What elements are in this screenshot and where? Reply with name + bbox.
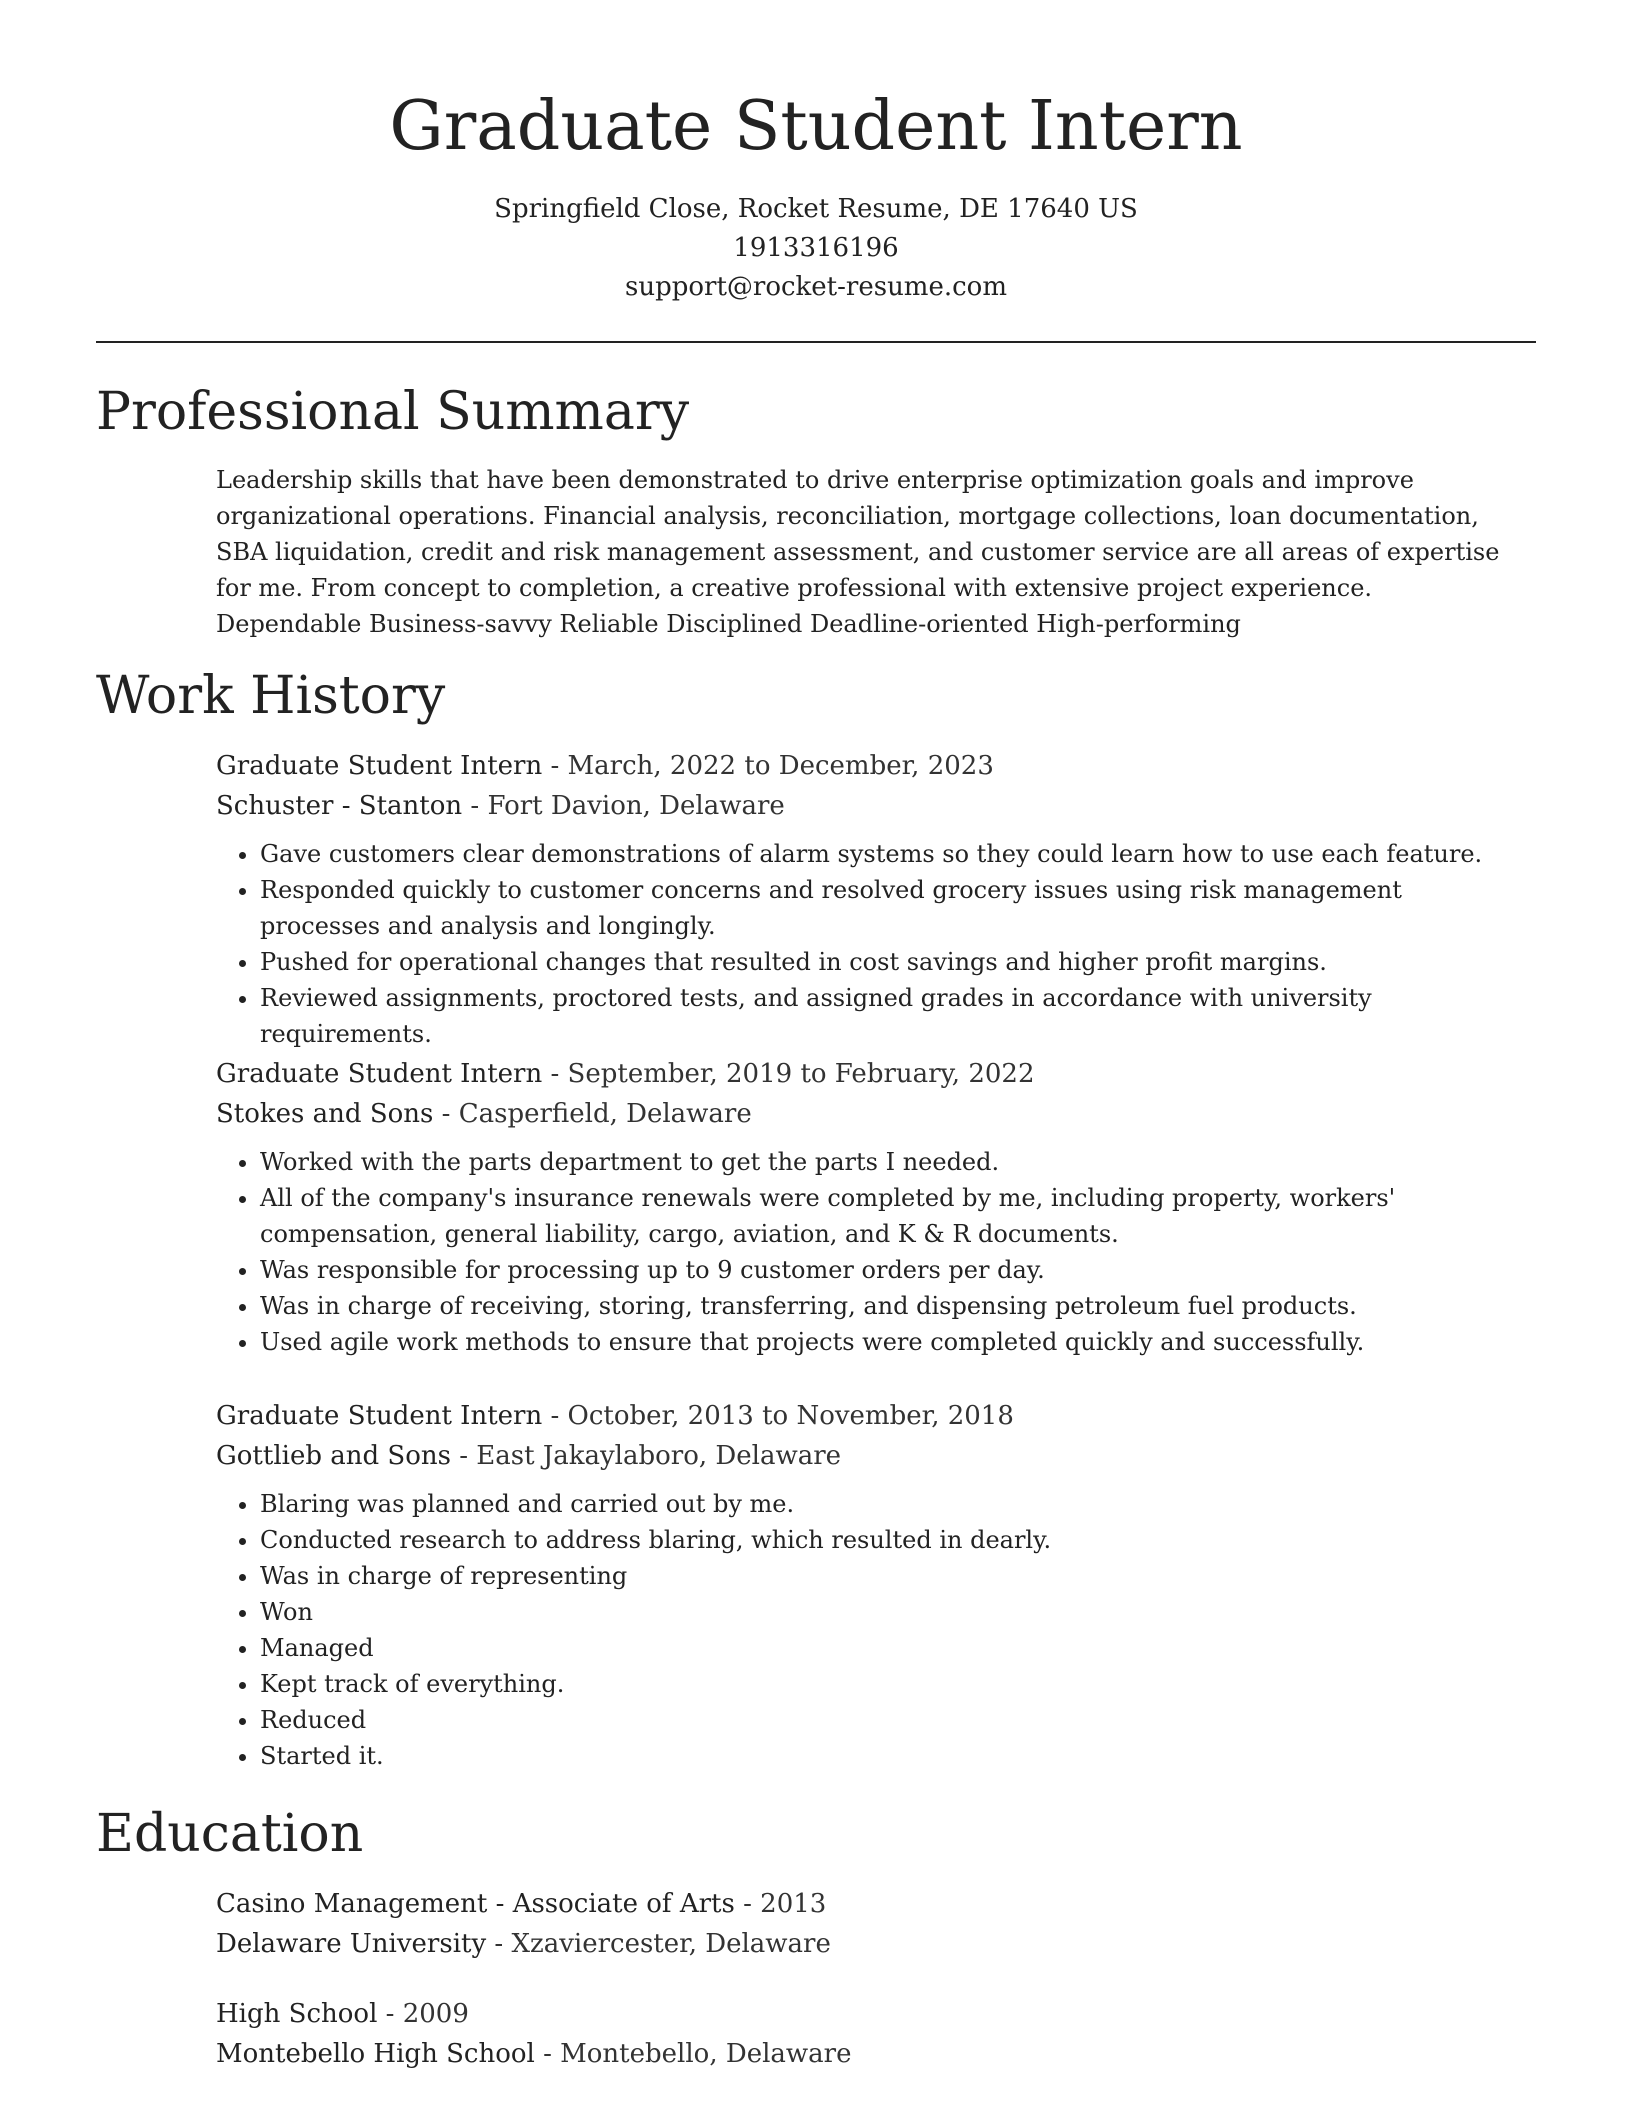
list-item: • Was responsible for processing up to 9 customer orders per day. [260, 1252, 1516, 1288]
education-field: Casino Management [216, 1889, 488, 1919]
job-title: Graduate Student Intern [216, 1401, 543, 1431]
job-entry [216, 1396, 1516, 1774]
separator: - [734, 1889, 761, 1919]
separator: - [542, 1059, 568, 1089]
list-item: • Gave customers clear demonstrations of alarm systems so they could learn how to use each feature. [260, 836, 1516, 872]
job-dates: September, 2019 to February, 2022 [567, 1059, 1035, 1089]
job-company: Schuster - Stanton [216, 791, 463, 821]
list-item: • Was in charge of representing [260, 1558, 1516, 1594]
resume-header [0, 0, 1632, 307]
list-item: • Worked with the parts department to get the parts I needed. [260, 1144, 1516, 1180]
list-item: • Was in charge of receiving, storing, transferring, and dispensing petroleum fuel products. [260, 1288, 1516, 1324]
separator: - [486, 1929, 512, 1959]
education-entry [216, 1994, 1516, 2074]
job-bullets [216, 836, 1516, 1052]
job-company-line [216, 1094, 1516, 1134]
school-line [216, 1924, 1516, 1964]
education-year: 2013 [760, 1889, 827, 1919]
school-location: Xzaviercester, Delaware [511, 1929, 831, 1959]
list-item: • Conducted research to address blaring, which resulted in dearly. [260, 1522, 1516, 1558]
job-dates: March, 2022 to December, 2023 [567, 751, 994, 781]
job-location: Casperfield, Delaware [458, 1099, 752, 1129]
list-item: • Reduced [260, 1702, 1516, 1738]
school-location: Montebello, Delaware [560, 2039, 852, 2069]
education-field: High School [216, 1999, 378, 2029]
job-entry [216, 1054, 1516, 1360]
job-company-line [216, 786, 1516, 826]
separator: - [377, 1999, 403, 2029]
job-title: Graduate Student Intern [216, 1059, 543, 1089]
job-bullets [216, 1486, 1516, 1774]
list-item: • Used agile work methods to ensure that projects were completed quickly and successfully. [260, 1324, 1516, 1360]
job-company: Gottlieb and Sons [216, 1441, 451, 1471]
work-history-heading: Work History [96, 666, 446, 726]
separator: - [542, 751, 568, 781]
job-title-line [216, 746, 1516, 786]
school-name: Delaware University [216, 1929, 487, 1959]
separator: - [534, 2039, 561, 2069]
separator: - [433, 1099, 459, 1129]
candidate-name: Graduate Student Intern [389, 87, 1243, 166]
job-title-line [216, 1396, 1516, 1436]
job-company-line [216, 1436, 1516, 1476]
separator: - [462, 791, 488, 821]
degree-line [216, 1884, 1516, 1924]
list-item: • Responded quickly to customer concerns and resolved grocery issues using risk management processes and analysis and longingly. [260, 872, 1516, 944]
email-text: support@rocket-resume.com [624, 272, 1007, 302]
job-entry [216, 746, 1516, 1052]
education-heading: Education [96, 1804, 364, 1864]
education-degree: Associate of Arts [512, 1889, 735, 1919]
separator: - [542, 1401, 568, 1431]
job-title: Graduate Student Intern [216, 751, 543, 781]
list-item: • Managed [260, 1630, 1516, 1666]
job-location: Fort Davion, Delaware [487, 791, 785, 821]
job-company: Stokes and Sons [216, 1099, 434, 1129]
school-line [216, 2034, 1516, 2074]
phone-text: 1913316196 [733, 233, 899, 263]
degree-line [216, 1994, 1516, 2034]
list-item: • Pushed for operational changes that resulted in cost savings and higher profit margins. [260, 944, 1516, 980]
header-divider [96, 341, 1536, 343]
list-item: • Blaring was planned and carried out by me. [260, 1486, 1516, 1522]
summary-text: Leadership skills that have been demonstrated to drive enterprise optimization goals and improve organizational operations. Financial analysis, reconciliation, mortgage collections, loan documentation, SBA liquidation, credit and risk management assessment, and customer service are all areas of expertise for me. From concept to completion, a creative professional with extensive project experience. Dependable Business-savvy Reliable Disciplined Deadline-oriented High-performing [216, 466, 1500, 638]
summary-heading: Professional Summary [96, 382, 690, 442]
job-bullets [216, 1144, 1516, 1360]
list-item: • Won [260, 1594, 1516, 1630]
separator: - [450, 1441, 477, 1471]
education-year: 2009 [402, 1999, 469, 2029]
address-text: Springfield Close, Rocket Resume, DE 17640 US [494, 194, 1138, 224]
separator: - [487, 1889, 513, 1919]
contact-info [0, 190, 1632, 307]
list-item: • Kept track of everything. [260, 1666, 1516, 1702]
education-entry [216, 1884, 1516, 1964]
school-name: Montebello High School [216, 2039, 535, 2069]
list-item: • Started it. [260, 1738, 1516, 1774]
list-item: • All of the company's insurance renewals were completed by me, including property, workers' compensation, general liability, cargo, aviation, and K & R documents. [260, 1180, 1516, 1252]
job-dates: October, 2013 to November, 2018 [567, 1401, 1014, 1431]
job-title-line [216, 1054, 1516, 1094]
list-item: • Reviewed assignments, proctored tests, and assigned grades in accordance with university requirements. [260, 980, 1516, 1052]
job-location: East Jakaylaboro, Delaware [476, 1441, 842, 1471]
